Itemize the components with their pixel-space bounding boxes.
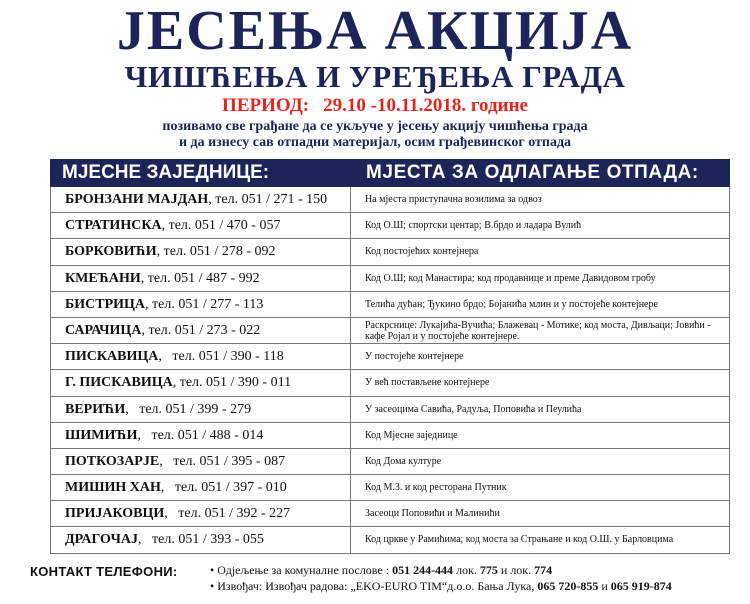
community-cell xyxy=(51,449,351,474)
community-phone: , тел. 051 / 393 - 055 xyxy=(138,532,264,548)
community-phone: , тел. 051 / 470 - 057 xyxy=(161,218,281,234)
contact-municipal-phone: 051 244-444 xyxy=(392,563,454,577)
table-row xyxy=(51,501,729,527)
invitation-text xyxy=(0,119,750,151)
invitation-line-1: позивамо све грађане да се укључе у јесењу акцију чишћења града xyxy=(162,119,588,134)
table-row xyxy=(51,292,729,318)
disposal-place: Код Мјесне заједнице xyxy=(365,429,458,441)
community-name: ПИСКАВИЦА xyxy=(65,349,159,365)
contact-line-municipal xyxy=(210,562,750,578)
community-cell xyxy=(51,292,351,317)
table-row xyxy=(51,475,729,501)
contact-contractor-phone2: 065 919-874 xyxy=(610,579,672,593)
community-phone: , тел. 051 / 278 - 092 xyxy=(156,244,276,260)
community-cell xyxy=(51,423,351,448)
community-name: ПОТКОЗАРЈЕ xyxy=(65,453,160,469)
contact-contractor-and: и xyxy=(598,579,611,593)
disposal-place: Код М.З. и код ресторана Путник xyxy=(365,482,507,494)
community-name: ШИМИЋИ xyxy=(65,427,138,443)
disposal-place: Код постојећих контејнера xyxy=(365,246,479,258)
community-name: ДРАГОЧАЈ xyxy=(65,532,138,548)
community-cell xyxy=(51,397,351,422)
community-cell xyxy=(51,475,351,500)
disposal-place: Раскрснице: Лукајића-Вучића; Блажевац - Мотике; код моста, Дивљаци; Јовићи - кафе Ројал и у постојеће контејнере. xyxy=(365,319,711,342)
community-phone: , тел. 051 / 271 - 150 xyxy=(208,192,328,207)
table-row xyxy=(51,187,729,213)
community-phone: , тел. 051 / 397 - 010 xyxy=(160,480,287,496)
community-name: ВЕРИЋИ xyxy=(65,401,126,417)
disposal-place: Код О.Ш; спортски центар; В.брдо и ладара Вулић xyxy=(365,220,582,232)
disposal-place: Телића дућан; Ђукино брдо; Бојанића млин и у постојеће контејнере xyxy=(365,298,658,310)
contact-municipal-ext1: 775 xyxy=(479,563,498,577)
community-phone: , тел. 051 / 273 - 022 xyxy=(141,322,261,338)
invitation-line-2: и да изнесу сав отпадни материјал, осим грађевинског отпада xyxy=(178,135,572,150)
disposal-place: У постојеће контејнере xyxy=(365,351,464,363)
community-name: КМЕЋАНИ xyxy=(65,270,141,286)
community-phone: , тел. 051 / 392 - 227 xyxy=(164,506,291,522)
page-subtitle: ЧИШЋЕЊА И УРЕЂЕЊА ГРАДА xyxy=(124,59,626,94)
disposal-place: У већ постављене контејнере xyxy=(365,377,490,389)
disposal-place: Код Дома културе xyxy=(365,455,442,467)
community-cell xyxy=(51,527,351,552)
contact-municipal-mid: лок. xyxy=(453,563,480,577)
community-phone: , тел. 051 / 488 - 014 xyxy=(137,427,264,443)
table-header xyxy=(50,159,730,187)
community-cell xyxy=(51,266,351,291)
community-cell xyxy=(51,344,351,369)
locations-table xyxy=(50,159,730,549)
community-phone: , тел. 051 / 277 - 113 xyxy=(145,296,264,312)
contact-contractor-text: • Извођач: Извођач радова: „EKO-EURO TIM“д.о.о. Бања Лука, xyxy=(210,579,538,593)
period xyxy=(0,95,750,117)
community-cell xyxy=(51,239,351,264)
table-row xyxy=(51,239,729,265)
table-row xyxy=(51,527,729,553)
header-disposal-places: МЈЕСТА ЗА ОДЛАГАЊЕ ОТПАДА: xyxy=(366,162,699,183)
disposal-place: Код О.Ш; код Манастира; код продавнице и преме Давидовом гробу xyxy=(365,272,656,284)
community-cell xyxy=(51,213,351,238)
disposal-place: Засеоци Поповићи и Малинићи xyxy=(365,508,500,520)
contact-line-contractor xyxy=(210,578,750,594)
community-name: ПРИЈАКОВЦИ xyxy=(65,506,165,522)
header-communities: МЈЕСНЕ ЗАЈЕДНИЦЕ: xyxy=(62,162,270,183)
table-row xyxy=(51,344,729,370)
community-name: САРАЧИЦА xyxy=(65,322,142,338)
table-row xyxy=(51,423,729,449)
community-cell xyxy=(51,187,351,212)
disposal-place: На мјеста приступачна возилима за одвоз xyxy=(365,194,542,205)
community-phone: , тел. 051 / 399 - 279 xyxy=(125,401,252,417)
disposal-place: У засеоцима Савића, Радуља, Поповића и Пеулића xyxy=(365,403,582,415)
community-name: БРОНЗАНИ МАЈДАН xyxy=(65,192,209,207)
community-cell xyxy=(51,370,351,395)
table-row xyxy=(51,397,729,423)
contact-contractor-phone1: 065 720-855 xyxy=(537,579,599,593)
table-row xyxy=(51,449,729,475)
community-name: БОРКОВИЋИ xyxy=(65,244,157,260)
page-title: ЈЕСЕЊА АКЦИЈА xyxy=(116,0,634,62)
table-body xyxy=(50,187,730,554)
community-phone: , тел. 051 / 395 - 087 xyxy=(159,453,286,469)
community-name: Г. ПИСКАВИЦА xyxy=(65,375,173,391)
contacts-label: КОНТАКТ ТЕЛЕФОНИ: xyxy=(30,564,178,579)
community-name: МИШИН ХАН xyxy=(65,480,161,496)
disposal-place: Код цркве у Рамићима; код моста за Страњане и код О.Ш. у Барловцима xyxy=(365,534,674,546)
contact-municipal-text: • Одјељење за комуналне послове : xyxy=(210,563,393,577)
contact-municipal-ext2: 774 xyxy=(534,563,553,577)
community-cell xyxy=(51,318,351,343)
table-row xyxy=(51,370,729,396)
table-row xyxy=(51,318,729,344)
table-row xyxy=(51,266,729,292)
community-phone: , тел. 051 / 487 - 992 xyxy=(140,270,260,286)
community-name: БИСТРИЦА xyxy=(65,296,146,312)
contact-municipal-and: и лок. xyxy=(497,563,535,577)
period-dates: 29.10 -10.11.2018. године xyxy=(323,95,528,116)
period-label: ПЕРИОД: xyxy=(222,95,310,116)
community-cell xyxy=(51,501,351,526)
community-name: СТРАТИНСКА xyxy=(65,218,162,234)
table-row xyxy=(51,213,729,239)
community-phone: , тел. 051 / 390 - 118 xyxy=(158,349,284,365)
community-phone: , тел. 051 / 390 - 011 xyxy=(172,375,292,391)
